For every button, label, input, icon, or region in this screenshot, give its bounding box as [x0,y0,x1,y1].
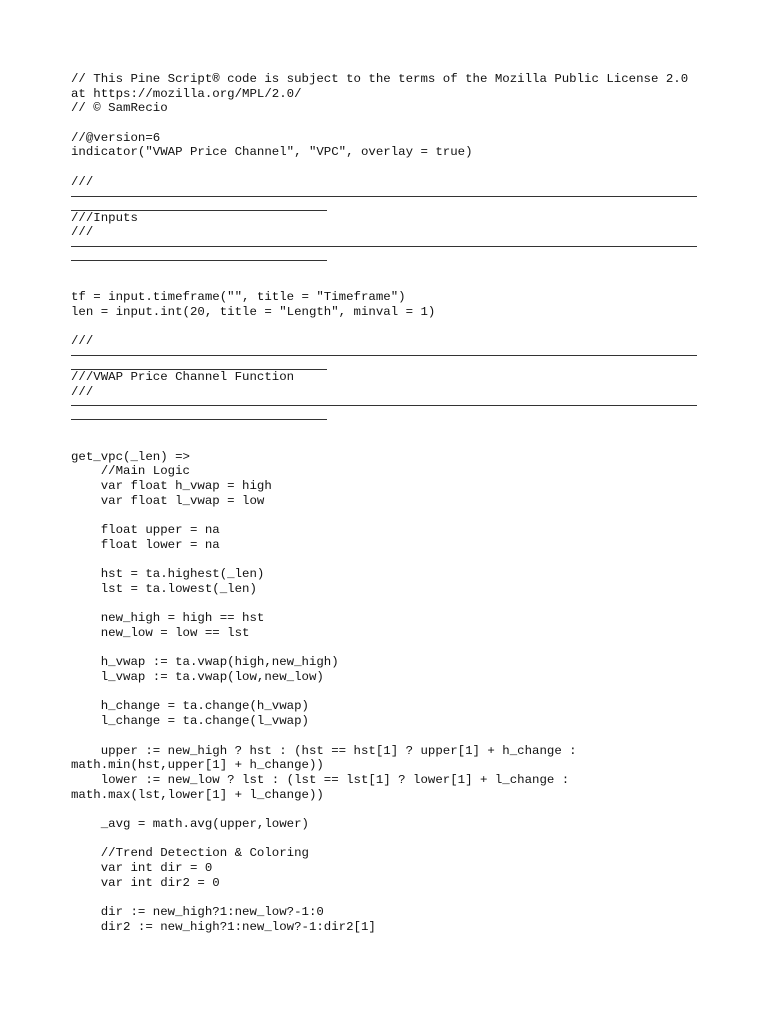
code-line: float lower = na [71,537,220,552]
separator-rule [71,196,697,197]
code-line: lst = ta.lowest(_len) [71,581,257,596]
code-line: dir2 := new_high?1:new_low?-1:dir2[1] [71,919,376,934]
separator-prefix: /// [71,225,94,240]
code-line [71,729,711,744]
code-line: l_vwap := ta.vwap(low,new_low) [71,670,324,685]
code-line: math.min(hst,upper[1] + h_change)) [71,758,324,773]
code-line [71,832,711,847]
separator-prefix: /// [71,334,94,349]
separator-1 [71,175,711,211]
copyright-line: // © SamRecio [71,101,168,116]
separator-rule [71,419,327,420]
code-line: upper := new_high ? hst : (hst == hst[1] ? upper[1] + h_change : [71,743,577,758]
code-line [71,597,711,612]
code-line: //Trend Detection & Coloring [71,846,309,861]
separator-rule [71,260,327,261]
function-body [71,450,711,935]
version-line: //@version=6 [71,130,161,145]
separator-prefix: /// [71,384,94,399]
code-line: h_change = ta.change(h_vwap) [71,699,309,714]
license-line: // This Pine Script® code is subject to the terms of the Mozilla Public License 2.0 [71,72,689,86]
code-line: var int dir = 0 [71,861,213,875]
code-line: _avg = math.avg(upper,lower) [71,816,309,831]
code-line: l_change = ta.change(l_vwap) [71,714,309,729]
code-line: var float l_vwap = low [71,493,265,508]
code-line [71,802,711,817]
code-line: float upper = na [71,523,220,538]
code-line: lower := new_low ? lst : (lst == lst[1] ? lower[1] + l_change : [71,772,570,787]
code-line: var float h_vwap = high [71,479,272,494]
separator-rule [71,369,327,370]
code-line [71,890,711,905]
separator-prefix: /// [71,174,94,189]
code-line: //Main Logic [71,464,190,479]
code-line: dir := new_high?1:new_low?-1:0 [71,905,324,920]
separator-3 [71,334,711,370]
separator-rule [71,405,697,406]
separator-2 [71,225,711,261]
code-page [71,72,711,934]
indicator-line: indicator("VWAP Price Channel", "VPC", overlay = true) [71,145,473,160]
code-line: var int dir2 = 0 [71,875,220,890]
code-line [71,553,711,568]
code-line: hst = ta.highest(_len) [71,567,265,582]
inputs-heading: ///Inputs [71,210,138,225]
code-line [71,641,711,656]
code-line: new_low = low == lst [71,626,250,640]
code-line: math.max(lst,lower[1] + l_change)) [71,787,324,802]
code-line [71,685,711,700]
separator-rule [71,210,327,211]
input-length-line: len = input.int(20, title = "Length", minval = 1) [71,304,436,319]
code-line: get_vpc(_len) => [71,449,190,464]
separator-rule [71,246,697,247]
code-line: new_high = high == hst [71,611,265,626]
separator-rule [71,355,697,356]
separator-4 [71,385,711,421]
code-line: h_vwap := ta.vwap(high,new_high) [71,655,339,670]
function-heading: ///VWAP Price Channel Function [71,370,295,384]
input-timeframe-line: tf = input.timeframe("", title = "Timeframe") [71,290,406,305]
license-url-line: at https://mozilla.org/MPL/2.0/ [71,86,302,101]
code-line [71,509,711,524]
